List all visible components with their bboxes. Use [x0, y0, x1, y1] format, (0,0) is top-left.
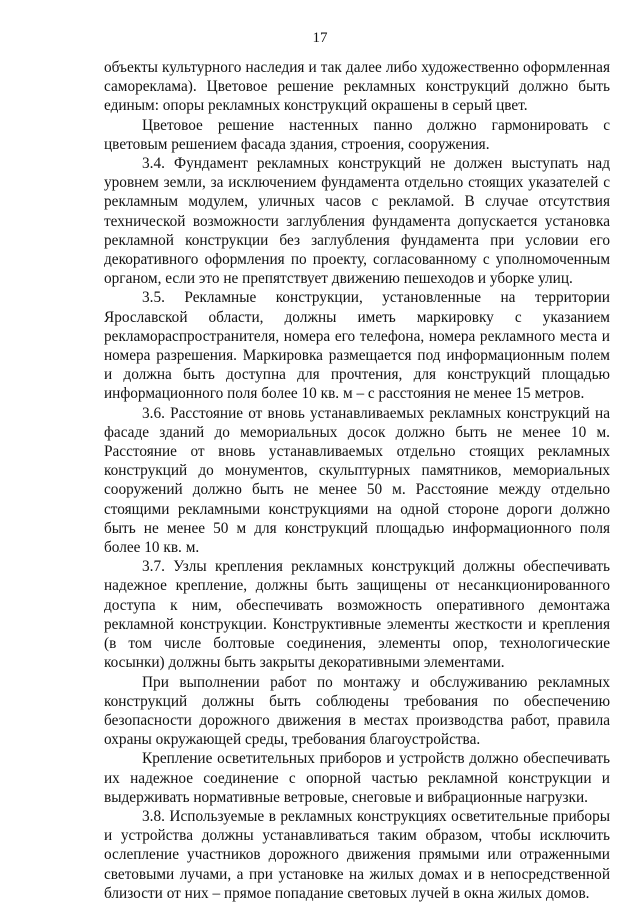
paragraph-lighting-mount: Крепление осветительных приборов и устройств должно обеспечивать их надежное соединение с опорной частью рекламной конструкции и выдерживать нормативные ветровые, снеговые и вибрационные нагрузки. — [104, 750, 610, 806]
paragraph-3-6: 3.6. Расстояние от вновь устанавливаемых рекламных конструкций на фасаде зданий до мемориальных досок должно быть не менее 10 м. Расстояние от вновь устанавливаемых отдельно стоящих рекламных конструкций до монументов, скульптурных памятников, мемориальных сооружений должно быть не менее 50 м. Расстояние между отдельно стоящими рекламными конструкциями на одной стороне дороги должно быть не менее 50 м для конструкций площадью информационного поля более 10 кв. м. — [104, 404, 610, 557]
paragraph-1: объекты культурного наследия и так далее либо художественно оформленная самореклама). Цветовое решение рекламных конструкций должно быть единым: опоры рекламных конструкций окрашены в серый цвет. — [104, 59, 610, 115]
document-body — [104, 58, 610, 903]
paragraph-3-7: 3.7. Узлы крепления рекламных конструкций должны обеспечивать надежное крепление, должны быть защищены от несанкционированного доступа к ним, обеспечивать возможность оперативного демонтажа рекламной конструкции. Конструктивные элементы жесткости и крепления (в том числе болтовые соединения, элементы опор, технологические косынки) должны быть закрыты декоративными элементами. — [104, 558, 610, 672]
page-number: 17 — [312, 30, 328, 46]
paragraph-3-5: 3.5. Рекламные конструкции, установленные на территории Ярославской области, должны иметь маркировку с указанием рекламораспространителя, номера его телефона, номера рекламного места и номера разрешения. Маркировка размещается под информационным полем и должна быть доступна для прочтения, для конструкций площадью информационного поля более 10 кв. м – с расстояния не менее 15 метров. — [104, 289, 610, 403]
paragraph-3-8: 3.8. Используемые в рекламных конструкциях осветительные приборы и устройства должны устанавливаться таким образом, чтобы исключить ослепление участников дорожного движения прямыми или отраженными световыми лучами, а при установке на жилых домах и в непосредственной близости от них – прямое попадание световых лучей в окна жилых домов. — [104, 807, 610, 902]
paragraph-3-4: 3.4. Фундамент рекламных конструкций не должен выступать над уровнем земли, за исключением фундамента отдельно стоящих указателей с рекламным модулем, уличных часов с рекламой. В случае отсутствия технической возможности заглубления фундамента допускается установка рекламной конструкции без заглубления фундамента при условии его декоративного оформления по проекту, согласованному с уполномоченным органом, если это не препятствует движению пешеходов и уборке улиц. — [104, 155, 610, 288]
paragraph-mounting-works: При выполнении работ по монтажу и обслуживанию рекламных конструкций должны быть соблюдены требования по обеспечению безопасности дорожного движения в местах производства работ, правила охраны окружающей среды, требования благоустройства. — [104, 673, 610, 749]
paragraph-2: Цветовое решение настенных панно должно гармонировать с цветовым решением фасада здания, строения, сооружения. — [104, 116, 610, 153]
